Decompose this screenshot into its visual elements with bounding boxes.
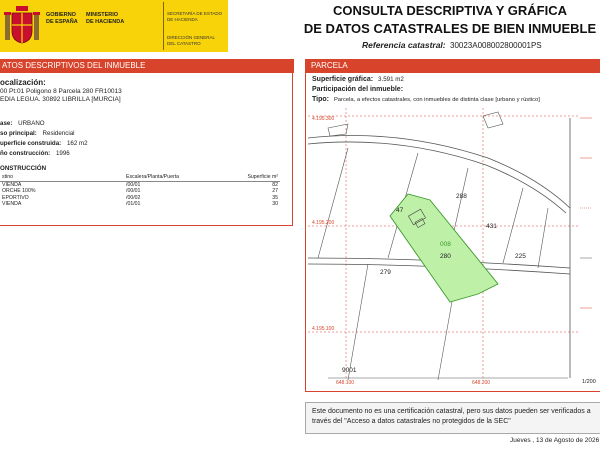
parcel-label-280: 280: [440, 253, 451, 260]
directorate-label: [167, 35, 215, 47]
secretariat-label: [167, 11, 222, 23]
col-surface: Superficie m²: [228, 174, 280, 181]
title-line-2: DE DATOS CATASTRALES DE BIEN INMUEBLE: [303, 21, 597, 36]
cell-floor: /00/01: [126, 188, 141, 194]
cell-surface: 30: [272, 201, 278, 207]
cell-surface: 82: [272, 181, 278, 188]
coord-label: 4.195.100: [312, 326, 335, 332]
descriptive-data-title: ATOS DESCRIPTIVOS DEL INMUEBLE: [2, 61, 146, 70]
use-row: [0, 130, 75, 138]
scale-label: 1/200: [582, 379, 596, 385]
use-label: so principal:: [0, 130, 37, 137]
participation-label: Participación del inmueble:: [312, 86, 404, 93]
col-stair-floor-door: Escalera/Planta/Puerta: [124, 174, 228, 181]
notice-text: [306, 403, 600, 431]
ministry-label: [86, 12, 124, 26]
header-divider: [163, 2, 164, 50]
graphic-area-label: Superficie gráfica:: [312, 76, 374, 83]
cell-floor: /00/02: [126, 194, 141, 201]
notice-line-2: través del "Acceso a datos catastrales no protegidos de la SEC": [312, 418, 511, 425]
notice-line-1: Este documento no es una certificación catastral, pero sus datos pueden ser verificados a: [312, 408, 591, 415]
construction-header-row: [0, 174, 280, 181]
notice-box: [305, 402, 600, 434]
ministry-line-1: MINISTERIO: [86, 12, 119, 18]
parcel-label-9001: 9001: [342, 367, 357, 374]
cell-surface: 35: [272, 194, 278, 201]
cell-use: ORCHE 100%: [2, 188, 36, 194]
parcel-section-bar: [305, 59, 600, 73]
ministry-line-2: DE HACIENDA: [86, 19, 125, 25]
built-area-label: uperficie construida:: [0, 140, 62, 147]
year-row: [0, 150, 70, 158]
built-area-value: 162 m2: [66, 140, 88, 147]
construction-table: [0, 174, 280, 208]
table-row: [0, 201, 280, 208]
parcel-title: PARCELA: [311, 61, 348, 70]
col-use: stino: [0, 174, 124, 181]
location-label: ocalización:: [0, 78, 46, 87]
coat-of-arms-icon: [2, 4, 42, 48]
type-value: Parcela, a efectos catastrales, con inmuebles de distinta clase [urbano y rústico]: [333, 97, 540, 103]
sec-line-1: SECRETARÍA DE ESTADO: [167, 11, 223, 16]
parcel-label-225: 225: [515, 253, 526, 260]
cell-use: VIENDA: [2, 181, 22, 188]
table-row: [0, 181, 280, 188]
cadastral-reference-label: Referencia catastral:: [362, 40, 446, 50]
parcel-label-288: 288: [456, 193, 467, 200]
graphic-area-value: 3.591 m2: [378, 76, 404, 83]
graphic-area-row: [312, 75, 404, 85]
parcel-label-47: 47: [396, 207, 404, 214]
dir-line-1: DIRECCIÓN GENERAL: [167, 35, 216, 40]
gov-line-1: GOBIERNO: [46, 12, 76, 18]
year-value: 1996: [55, 150, 70, 157]
cell-surface: 27: [272, 188, 278, 194]
government-label: [46, 12, 78, 26]
class-value: URBANO: [18, 120, 45, 127]
title-line-1: CONSULTA DESCRIPTIVA Y GRÁFICA: [332, 3, 567, 18]
cadastral-reference-value: 30023A008002800001PS: [450, 41, 542, 50]
coord-label: 648.100: [336, 380, 355, 386]
cadastral-map[interactable]: [308, 108, 600, 386]
cell-use: VIENDA: [2, 201, 22, 207]
built-area-row: [0, 140, 88, 148]
use-value: Residencial: [42, 130, 75, 137]
parcel-label-008: 008: [440, 241, 451, 248]
coord-label: 648.200: [472, 380, 491, 386]
type-row: [312, 95, 600, 105]
sec-line-2: DE HACIENDA: [167, 17, 198, 22]
class-row: [0, 120, 45, 128]
gov-line-2: DE ESPAÑA: [46, 19, 78, 25]
document-title: [300, 2, 600, 38]
construction-title: ONSTRUCCIÓN: [0, 165, 47, 172]
coord-label: 4.195.300: [312, 116, 335, 122]
type-label: Tipo:: [312, 96, 329, 103]
coord-label: 4.195.200: [312, 220, 335, 226]
parcel-label-431: 431: [486, 223, 497, 230]
descriptive-data-section-bar: [0, 59, 294, 73]
cell-floor: /01/01: [126, 201, 141, 207]
cell-floor: /00/01: [126, 181, 141, 188]
year-label: ño construcción:: [0, 150, 51, 157]
location-line-1: 00 Pt:01 Poligono 8 Parcela 280 FR10013: [0, 88, 122, 95]
location-block: [0, 78, 122, 104]
document-date: Jueves , 13 de Agosto de 2026: [510, 437, 600, 444]
dir-line-2: DEL CATASTRO: [167, 41, 201, 46]
cell-use: EPORTIVO: [2, 194, 29, 201]
class-label: ase:: [0, 120, 13, 127]
parcel-label-279: 279: [380, 269, 391, 276]
location-line-2: EDIA LEGUA. 30892 LIBRILLA [MURCIA]: [0, 96, 121, 103]
